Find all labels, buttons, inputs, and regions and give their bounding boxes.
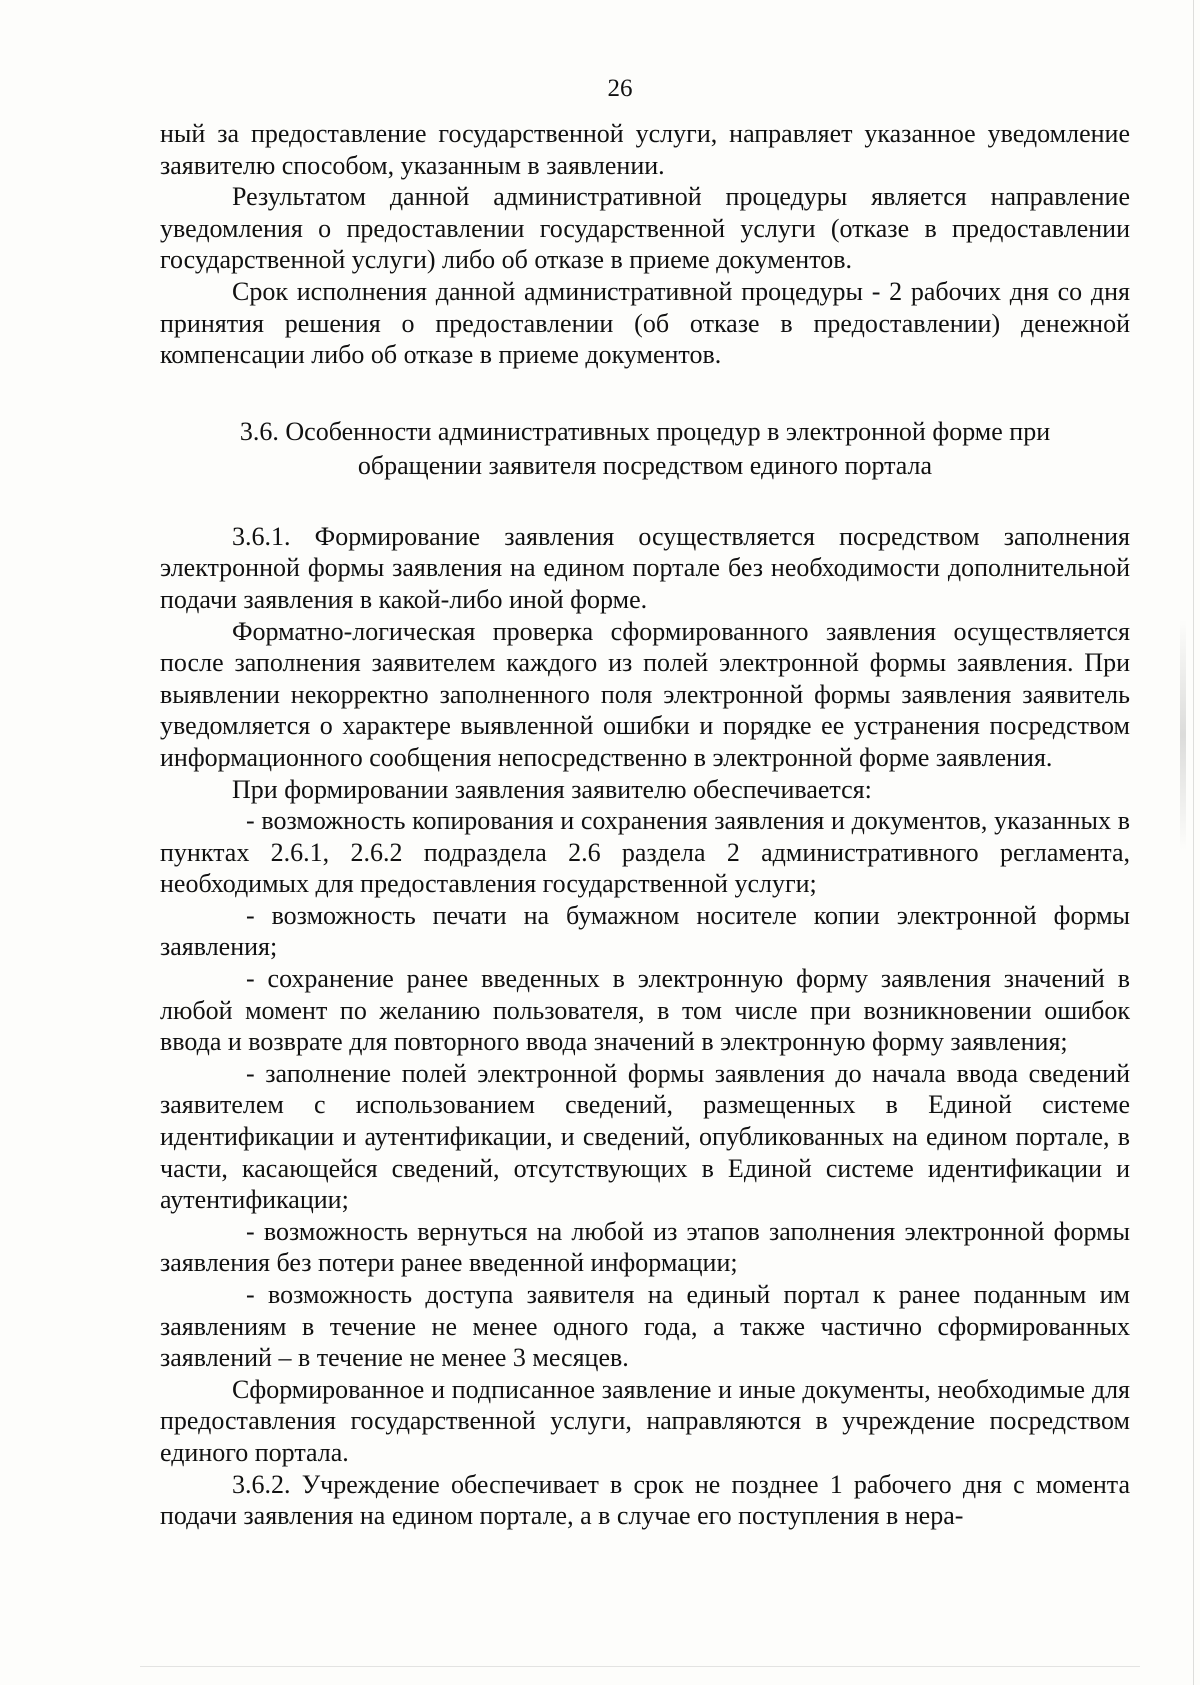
paragraph-continuation: ный за предоставление государственной услуги, направляет указанное уведомление заявителю способом, указанным в заявлении. xyxy=(160,119,1130,180)
list-item-return-to-step: - возможность вернуться на любой из этапов заполнения электронной формы заявления без потери ранее введенной информации; xyxy=(160,1216,1130,1278)
paragraph-3-6-1: 3.6.1. Формирование заявления осуществляется посредством заполнения электронной формы заявления на едином портале без необходимости дополнительной подачи заявления в какой-либо иной форме. xyxy=(160,521,1130,614)
document-body xyxy=(160,118,1130,1532)
scan-artifact xyxy=(1180,620,1186,850)
paragraph-deadline: Срок исполнения данной административной процедуры - 2 рабочих дня со дня принятия решения о предоставлении (об отказе в предоставлении) денежной компенсации либо об отказе в приеме документов. xyxy=(160,276,1130,370)
paragraph-submission: Сформированное и подписанное заявление и иные документы, необходимые для предоставления государственной услуги, направляются в учреждение посредством единого портала. xyxy=(160,1374,1130,1467)
paragraph-3-6-2: 3.6.2. Учреждение обеспечивает в срок не позднее 1 рабочего дня с момента подачи заявления на едином портале, а в случае его поступления в нера- xyxy=(160,1469,1130,1531)
section-heading xyxy=(160,415,1130,483)
list-item-copying: - возможность копирования и сохранения заявления и документов, указанных в пунктах 2.6.1, 2.6.2 подраздела 2.6 раздела 2 административного регламента, необходимых для предоставления государственной услуги; xyxy=(160,806,1130,899)
list-item-autofill: - заполнение полей электронной формы заявления до начала ввода сведений заявителем с использованием сведений, размещенных в Единой системе идентификации и аутентификации, и сведений, опубликованных на едином портале, в части, касающейся сведений, отсутствующих в Единой системе идентификации и аутентификации; xyxy=(160,1058,1130,1215)
list-item-access: - возможность доступа заявителя на единый портал к ранее поданным им заявлениям в течение не менее одного года, а также частично сформированных заявлений – в течение не менее 3 месяцев. xyxy=(160,1280,1130,1373)
section-heading-line-1: 3.6. Особенности административных процедур в электронной форме при xyxy=(239,416,1051,446)
list-item-saving: - сохранение ранее введенных в электронную форму заявления значений в любой момент по желанию пользователя, в том числе при возникновении ошибок ввода и возврате для повторного ввода значений в электронную форму заявления; xyxy=(160,964,1130,1057)
paragraph-provision-intro: При формировании заявления заявителю обеспечивается: xyxy=(232,774,872,804)
paragraph-result: Результатом данной административной процедуры является направление уведомления о предоставлении государственной услуги (отказе в предоставлении государственной услуги) либо об отказе в приеме документов. xyxy=(160,182,1130,275)
paragraph-format-check: Форматно-логическая проверка сформированного заявления осуществляется после заполнения заявителем каждого из полей электронной формы заявления. При выявлении некорректно заполненного поля электронной формы заявления заявитель уведомляется о характере выявленной ошибки и порядке ее устранения посредством информационного сообщения непосредственно в электронной форме заявления. xyxy=(160,616,1130,772)
page-number: 26 xyxy=(607,75,633,102)
scan-bottom-line xyxy=(140,1666,1140,1667)
scan-edge-line xyxy=(1193,0,1194,1685)
list-item-printing: - возможность печати на бумажном носителе копии электронной формы заявления; xyxy=(160,900,1130,962)
section-heading-line-2: обращении заявителя посредством единого портала xyxy=(357,450,933,480)
